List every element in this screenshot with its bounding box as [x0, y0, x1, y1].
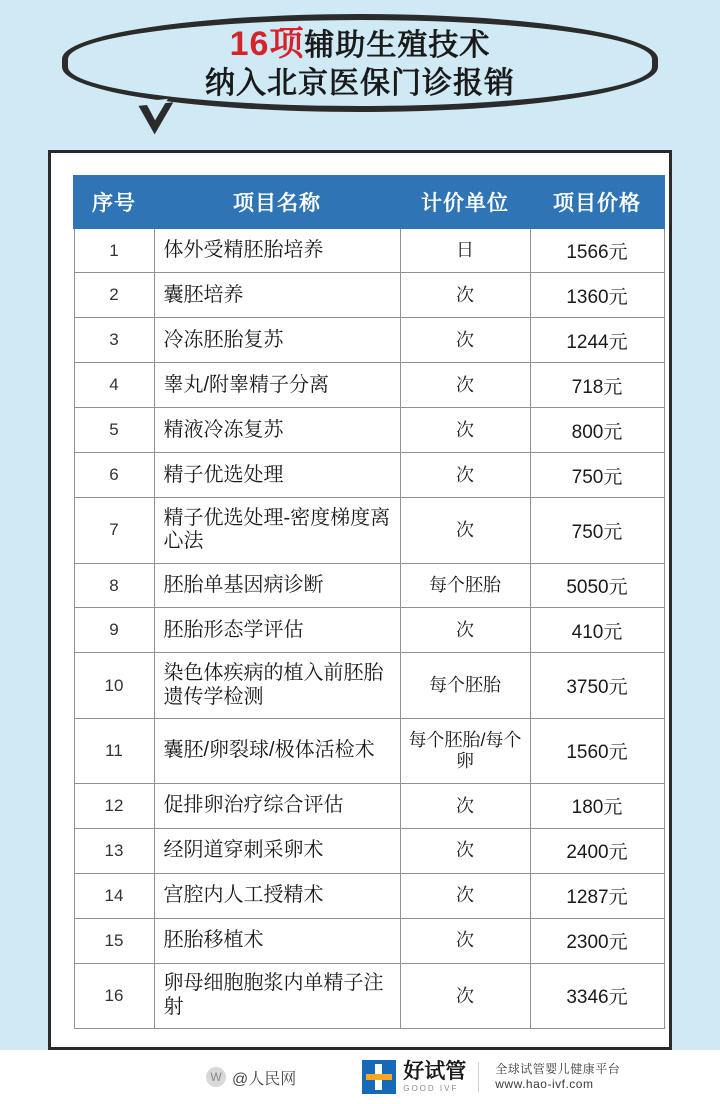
cell-name: 精子优选处理 — [154, 453, 400, 498]
table-head — [74, 176, 664, 228]
table-row — [74, 228, 664, 273]
brand-logo — [362, 1060, 466, 1094]
table-row — [74, 408, 664, 453]
site-url: www.hao-ivf.com — [495, 1077, 594, 1091]
cell-index: 2 — [74, 273, 154, 318]
table-row — [74, 653, 664, 718]
cell-index: 3 — [74, 318, 154, 363]
cell-index: 14 — [74, 873, 154, 918]
cell-name: 胚胎形态学评估 — [154, 608, 400, 653]
cell-unit: 次 — [400, 408, 530, 453]
footer — [0, 1050, 720, 1104]
weibo-label: @人民网 — [232, 1070, 297, 1088]
cell-unit: 次 — [400, 608, 530, 653]
title-line-1-rest: 辅助生殖技术 — [304, 29, 491, 63]
price-table — [73, 175, 665, 1029]
column-header-unit: 计价单位 — [400, 176, 530, 228]
cell-price: 2400元 — [530, 828, 664, 873]
cell-index: 8 — [74, 563, 154, 608]
cell-price: 718元 — [530, 363, 664, 408]
brand-mark-icon — [362, 1060, 396, 1094]
cell-name: 精子优选处理-密度梯度离心法 — [154, 498, 400, 563]
cell-index: 7 — [74, 498, 154, 563]
brand-name: 好试管 — [403, 1060, 467, 1083]
cell-price: 2300元 — [530, 918, 664, 963]
cell-price: 800元 — [530, 408, 664, 453]
cell-name: 睾丸/附睾精子分离 — [154, 363, 400, 408]
title-bubble — [62, 14, 658, 112]
cell-name: 精液冷冻复苏 — [154, 408, 400, 453]
table-row — [74, 453, 664, 498]
cell-unit: 次 — [400, 918, 530, 963]
price-table-card — [48, 150, 672, 1050]
table-row — [74, 363, 664, 408]
cell-index: 12 — [74, 783, 154, 828]
cell-unit: 每个胚胎 — [400, 653, 530, 718]
cell-price: 3750元 — [530, 653, 664, 718]
column-header-name: 项目名称 — [154, 176, 400, 228]
cell-index: 11 — [74, 718, 154, 783]
cell-unit: 次 — [400, 828, 530, 873]
weibo-icon: W — [206, 1067, 226, 1087]
table-row — [74, 318, 664, 363]
cell-price: 180元 — [530, 783, 664, 828]
bubble-tail-inner-icon — [145, 99, 170, 121]
cell-price: 1566元 — [530, 228, 664, 273]
cell-price: 1360元 — [530, 273, 664, 318]
cell-unit: 次 — [400, 273, 530, 318]
cell-price: 1287元 — [530, 873, 664, 918]
cell-name: 胚胎移植术 — [154, 918, 400, 963]
cell-index: 13 — [74, 828, 154, 873]
footer-divider — [478, 1062, 479, 1092]
cell-unit: 次 — [400, 873, 530, 918]
cell-index: 9 — [74, 608, 154, 653]
cell-index: 16 — [74, 963, 154, 1028]
cell-name: 促排卵治疗综合评估 — [154, 783, 400, 828]
cell-name: 囊胚/卵裂球/极体活检术 — [154, 718, 400, 783]
cell-index: 15 — [74, 918, 154, 963]
cell-unit: 次 — [400, 318, 530, 363]
cell-index: 4 — [74, 363, 154, 408]
table-header-row — [74, 176, 664, 228]
weibo-credit — [206, 1066, 296, 1089]
brand-text — [403, 1061, 466, 1093]
title-line-2: 纳入北京医保门诊报销 — [205, 67, 515, 101]
table-row — [74, 873, 664, 918]
cell-unit: 每个胚胎/每个卵 — [400, 718, 530, 783]
cell-index: 1 — [74, 228, 154, 273]
cell-price: 3346元 — [530, 963, 664, 1028]
cell-index: 5 — [74, 408, 154, 453]
column-header-index: 序号 — [74, 176, 154, 228]
table-row — [74, 498, 664, 563]
cell-price: 410元 — [530, 608, 664, 653]
table-row — [74, 718, 664, 783]
table-row — [74, 918, 664, 963]
cell-unit: 次 — [400, 783, 530, 828]
cell-name: 体外受精胚胎培养 — [154, 228, 400, 273]
cell-unit: 次 — [400, 963, 530, 1028]
site-tagline: 全球试管婴儿健康平台 — [495, 1062, 621, 1076]
header — [0, 0, 720, 140]
table-row — [74, 273, 664, 318]
cell-name: 宫腔内人工授精术 — [154, 873, 400, 918]
cell-price: 750元 — [530, 453, 664, 498]
cell-price: 1560元 — [530, 718, 664, 783]
table-row — [74, 828, 664, 873]
brand-subtitle: GOOD IVF — [403, 1084, 459, 1093]
table-row — [74, 563, 664, 608]
cell-price: 5050元 — [530, 563, 664, 608]
cell-unit: 次 — [400, 498, 530, 563]
cell-unit: 次 — [400, 363, 530, 408]
cell-name: 经阴道穿刺采卵术 — [154, 828, 400, 873]
cell-name: 染色体疾病的植入前胚胎遗传学检测 — [154, 653, 400, 718]
cell-index: 10 — [74, 653, 154, 718]
cell-name: 卵母细胞胞浆内单精子注射 — [154, 963, 400, 1028]
cell-unit: 次 — [400, 453, 530, 498]
site-info — [495, 1062, 620, 1092]
table-row — [74, 608, 664, 653]
cell-price: 1244元 — [530, 318, 664, 363]
column-header-price: 项目价格 — [530, 176, 664, 228]
title-highlight: 16项 — [229, 25, 305, 64]
cell-name: 囊胚培养 — [154, 273, 400, 318]
cell-unit: 日 — [400, 228, 530, 273]
cell-unit: 每个胚胎 — [400, 563, 530, 608]
table-row — [74, 783, 664, 828]
cell-name: 冷冻胚胎复苏 — [154, 318, 400, 363]
title-line-1 — [230, 23, 491, 65]
cell-index: 6 — [74, 453, 154, 498]
cell-name: 胚胎单基因病诊断 — [154, 563, 400, 608]
table-body — [74, 228, 664, 1029]
table-row — [74, 963, 664, 1028]
cell-price: 750元 — [530, 498, 664, 563]
